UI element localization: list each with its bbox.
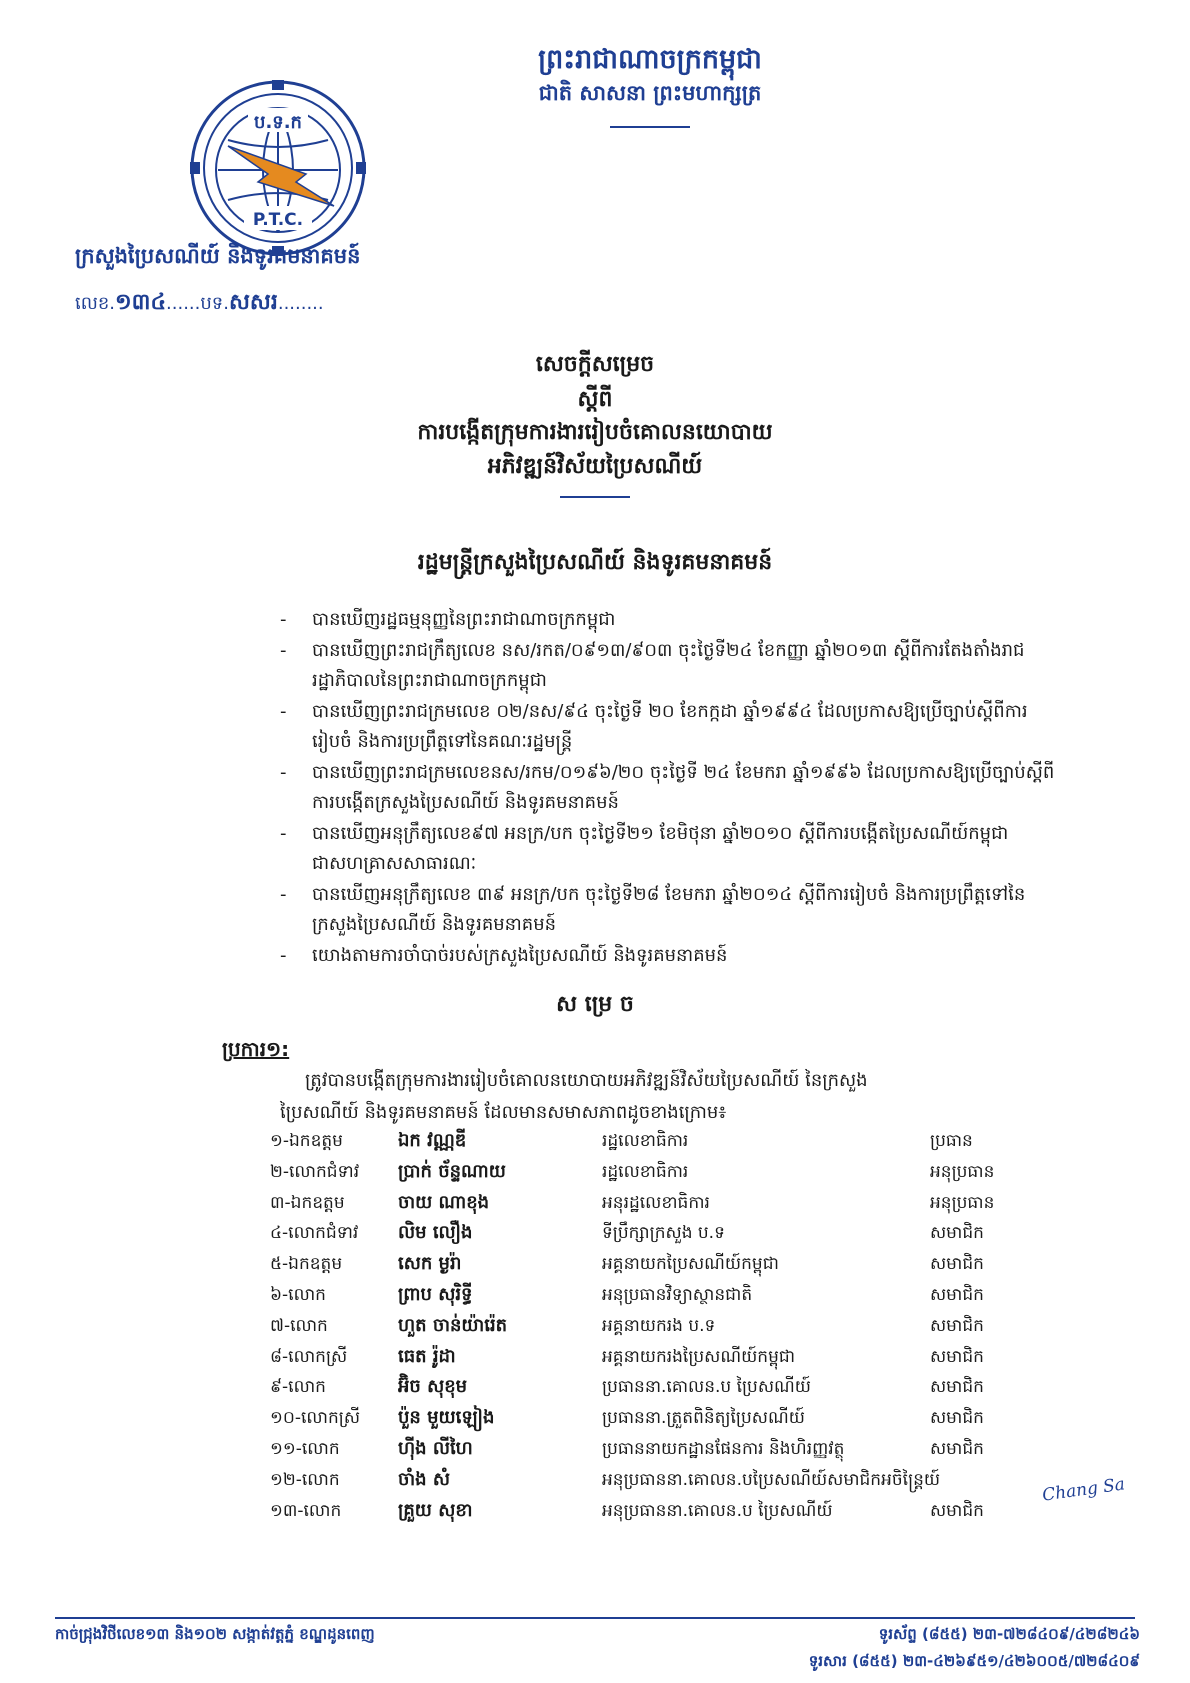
member-row: ១០-លោកស្រី ប៉ួន មួយឡៀង ប្រធាននា.ត្រួតពិនិត្យប្រៃសណីយ៍ សមាជិក xyxy=(270,1407,984,1429)
minister-heading: រដ្ឋមន្ត្រីក្រសួងប្រៃសណីយ៍ និងទូរគមនាគមន៍ xyxy=(417,550,773,575)
visa-list xyxy=(280,605,1060,971)
member-row: ៩-លោក អ៊ិច សុខុម ប្រធាននា.គោលន.ប ប្រៃសណីយ៍ សមាជិក xyxy=(270,1376,984,1398)
reference-number xyxy=(75,288,324,320)
visa-item: - បានឃើញអនុក្រឹត្យលេខ ៣៩ អនក្រ/បក ចុះថ្ងៃទី២៨ ខែមករា ឆ្នាំ២០១៤ ស្ដីពីការរៀបចំ និងការប្រព្រឹត្តទៅនៃក្រសួងប្រៃសណីយ៍ និងទូរគមនាគមន៍ xyxy=(280,883,1026,935)
decision-title: សេចក្ដីសម្រេច xyxy=(535,352,655,377)
article-text: ប្រៃសណីយ៍ និងទូរគមនាគមន៍ ដែលមានសមាសភាពដូចខាងក្រោម៖ xyxy=(280,1102,727,1123)
ref-code: សសរ xyxy=(228,290,278,315)
article-text: ត្រូវបានបង្កើតក្រុមការងាររៀបចំគោលនយោបាយអភិវឌ្ឍន៍វិស័យប្រៃសណីយ៍ នៃក្រសួង xyxy=(305,1070,868,1091)
member-row: ១៣-លោក គ្រួយ សុខា អនុប្រធាននា.គោលន.ប ប្រៃសណីយ៍ សមាជិក xyxy=(270,1499,984,1521)
decision-subject: ការបង្កើតក្រុមការងាររៀបចំគោលនយោបាយ xyxy=(417,420,773,445)
article-label: ប្រការ១: xyxy=(222,1037,290,1061)
footer-divider xyxy=(55,1617,1135,1619)
member-row: ១១-លោក ហ៊ីង លីហៃ ប្រធាននាយកដ្ឋានផែនការ និងហិរញ្ញវត្ថុ សមាជិក xyxy=(270,1437,984,1459)
ref-number: ១៣៤ xyxy=(115,290,167,315)
member-row: ៦-លោក ព្រាប សុរិទ្ធី អនុប្រធានវិទ្យាស្ថានជាតិ សមាជិក xyxy=(270,1283,984,1305)
visa-item: - បានឃើញព្រះរាជក្រមលេខ ០២/នស/៩៤ ចុះថ្ងៃទី ២០ ខែកក្កដា ឆ្នាំ១៩៩៤ ដែលប្រកាសឱ្យប្រើច្បាប់ស្ដីពីការរៀបចំ និងការប្រព្រឹត្តទៅនៃគណៈរដ្ឋមន្ត្រី xyxy=(280,700,1028,752)
signature: Chang Sa xyxy=(1041,1474,1127,1506)
member-row: ៣-ឯកឧត្តម ចាយ ណាខុង អនុរដ្ឋលេខាធិការ អនុប្រធាន xyxy=(270,1191,995,1213)
member-row: ៧-លោក ហួត ចាន់យ៉ារ៉េត អគ្គនាយករង ប.ទ សមាជិក xyxy=(270,1314,984,1336)
decides-heading: ស ម្រេ ច xyxy=(556,992,634,1017)
kingdom-title: ព្រះរាជាណាចក្រកម្ពុជា xyxy=(538,44,762,75)
visa-item: - បានឃើញព្រះរាជក្រឹត្យលេខ នស/រកត/០៩១៣/៩០៣ ចុះថ្ងៃទី២៤ ខែកញ្ញា ឆ្នាំ២០១៣ ស្ដីពីការតែងតាំងរាជរដ្ឋាភិបាលនៃព្រះរាជាណាចក្រកម្ពុជា xyxy=(280,639,1025,691)
decision-subtitle: ស្ដីពី xyxy=(577,387,613,412)
visa-item: - បានឃើញរដ្ឋធម្មនុញ្ញនៃព្រះរាជាណាចក្រកម្ពុជា xyxy=(280,609,616,630)
member-row: ៨-លោកស្រី ធេត រ៉ូដា អគ្គនាយករងប្រៃសណីយ៍កម្ពុជា សមាជិក xyxy=(270,1345,984,1367)
footer-phone: ទូរស័ព្ទ (៨៥៥) ២៣-៧២៨៤០៩/៤២៨២៤៦ xyxy=(878,1625,1140,1643)
logo-bottom-text: P.T.C. xyxy=(252,210,304,230)
ministry-name: ក្រសួងប្រៃសណីយ៍ និងទូរគមនាគមន៍ xyxy=(75,244,361,268)
national-motto: ជាតិ សាសនា ព្រះមហាក្សត្រ xyxy=(538,81,762,105)
member-row: ៤-លោកជំទាវ លិម លឿង ទីប្រឹក្សាក្រសួង ប.ទ សមាជិក xyxy=(270,1222,984,1244)
ministry-logo xyxy=(188,78,368,258)
member-list xyxy=(270,1126,1090,1526)
member-row: ២-លោកជំទាវ ប្រាក់ ច័ន្ទណាយ រដ្ឋលេខាធិការ អនុប្រធាន xyxy=(270,1160,995,1182)
ref-prefix: លេខ. xyxy=(75,293,115,314)
visa-item: - យោងតាមការចាំបាច់របស់ក្រសួងប្រៃសណីយ៍ និងទូរគមនាគមន៍ xyxy=(280,944,728,966)
member-row: ៥-ឯកឧត្តម សេក ម្ងរ៉ា អគ្គនាយកប្រៃសណីយ៍កម្ពុជា សមាជិក xyxy=(270,1253,984,1275)
member-row: ១-ឯកឧត្តម ឯក វណ្ណឌី រដ្ឋលេខាធិការ ប្រធាន xyxy=(270,1130,973,1151)
ref-dots: ...... xyxy=(166,293,201,314)
ref-dots: ........ xyxy=(277,293,324,314)
footer-fax: ទូរសារ (៨៥៥) ២៣-៤២៦៩៥១/៤២៦០០៥/៧២៨៤០៩ xyxy=(808,1652,1140,1670)
ref-mid: បទ. xyxy=(200,293,229,314)
decision-subject-2: អភិវឌ្ឍន៍វិស័យប្រៃសណីយ៍ xyxy=(487,454,703,479)
divider xyxy=(610,126,690,128)
visa-item: - បានឃើញព្រះរាជក្រមលេខនស/រកម/០១៩៦/២០ ចុះថ្ងៃទី ២៤ ខែមករា ឆ្នាំ១៩៩៦ ដែលប្រកាសឱ្យប្រើច្បាប់ស្ដីពីការបង្កើតក្រសួងប្រៃសណីយ៍ និងទូរគមនាគមន៍ xyxy=(280,761,1055,813)
visa-item: - បានឃើញអនុក្រឹត្យលេខ៩៧ អនក្រ/បក ចុះថ្ងៃទី២១ ខែមិថុនា ឆ្នាំ២០១០ ស្ដីពីការបង្កើតប្រៃសណីយ៍កម្ពុជា ជាសហគ្រាសសាធារណៈ xyxy=(280,822,1009,874)
divider xyxy=(560,496,630,498)
logo-top-text: ប.ទ.ក xyxy=(254,112,302,133)
member-row: ១២-លោក ចាំង សំ អនុប្រធាននា.គោលន.បប្រៃសណីយ៍សមាជិកអចិន្ត្រៃយ៍ xyxy=(270,1468,941,1490)
footer-address: កាច់ជ្រុងវិថីលេខ១៣ និង១០២ សង្កាត់វត្តភ្នំ ខណ្ឌដូនពេញ xyxy=(55,1625,375,1643)
